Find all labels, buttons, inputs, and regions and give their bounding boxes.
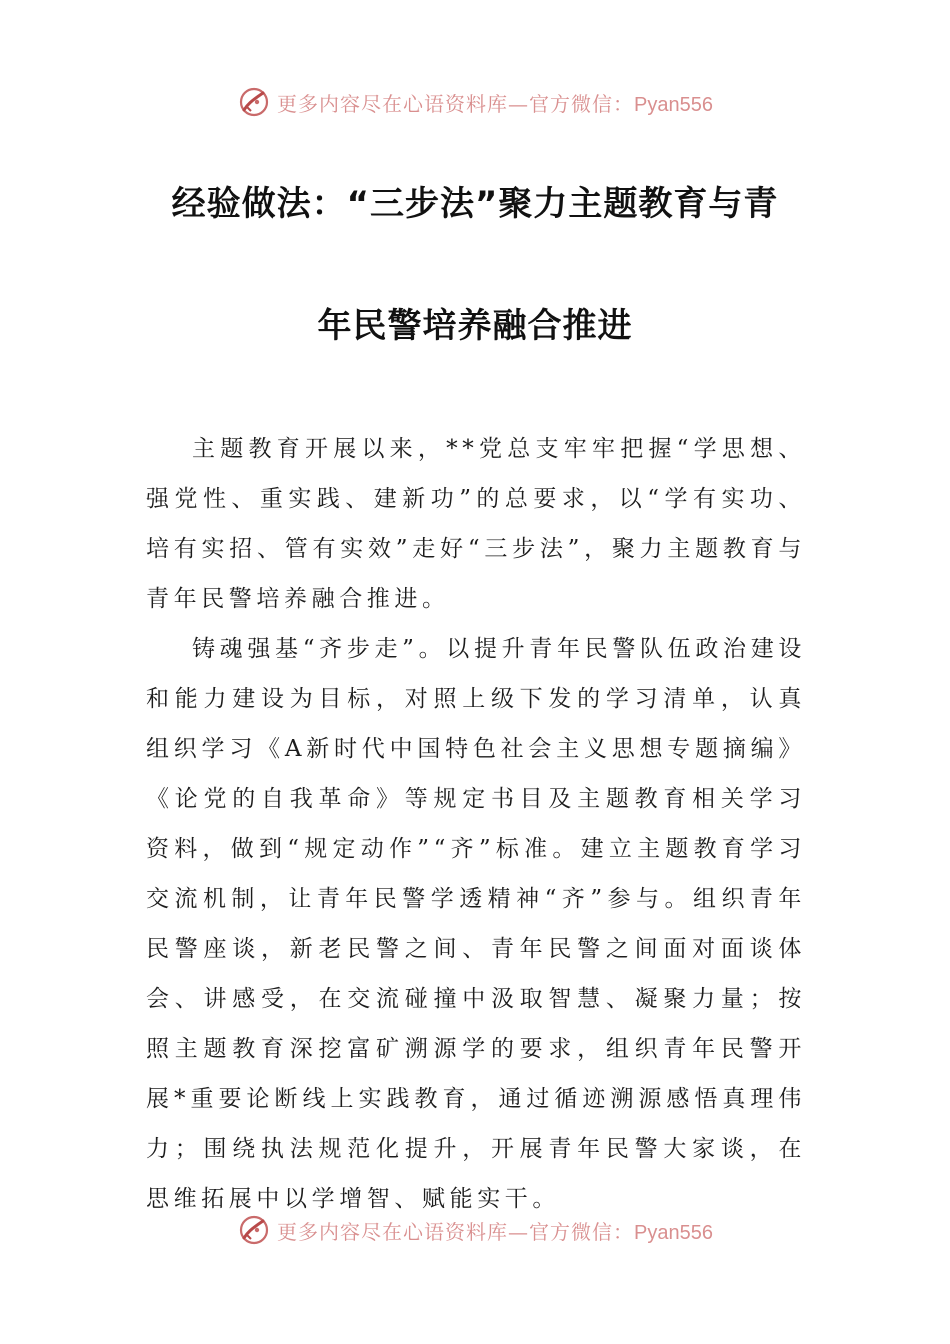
document-title-line-1: 经验做法：“三步法”聚力主题教育与青 xyxy=(171,184,779,224)
pen-in-circle-icon xyxy=(237,85,271,119)
document-body xyxy=(146,424,806,1224)
banner-text: 更多内容尽在心语资料库—官方微信：Pyan556 xyxy=(277,1219,713,1244)
banner-text: 更多内容尽在心语资料库—官方微信：Pyan556 xyxy=(277,91,713,116)
paragraph-intro: 主题教育开展以来，**党总支牢牢把握“学思想、强党性、重实践、建新功”的总要求，以“学有实功、培有实招、管有实效”走好“三步法”，聚力主题教育与青年民警培养融合推进。 xyxy=(146,436,806,612)
wechat-id: Pyan556 xyxy=(634,93,713,116)
footer-banner xyxy=(0,1210,950,1250)
paragraph-step-one: 铸魂强基“齐步走”。以提升青年民警队伍政治建设和能力建设为目标，对照上级下发的学习清单，认真组织学习《A新时代中国特色社会主义思想专题摘编》《论党的自我革命》等规定书目及主题教育相关学习资料，做到“规定动作”“齐”标准。建立主题教育学习交流机制，让青年民警学透精神“齐”参与。组织青年民警座谈，新老民警之间、青年民警之间面对面谈体会、讲感受，在交流碰撞中汲取智慧、凝聚力量；按照主题教育深挖富矿溯源学的要求，组织青年民警开展*重要论断线上实践教育，通过循迹溯源感悟真理伟力；围绕执法规范化提升，开展青年民警大家谈，在思维拓展中以学增智、赋能实干。 xyxy=(146,636,806,1212)
document-title-line-2: 年民警培养融合推进 xyxy=(317,306,633,346)
header-banner xyxy=(0,82,950,122)
pen-in-circle-icon xyxy=(237,1213,271,1247)
wechat-id: Pyan556 xyxy=(634,1221,713,1244)
